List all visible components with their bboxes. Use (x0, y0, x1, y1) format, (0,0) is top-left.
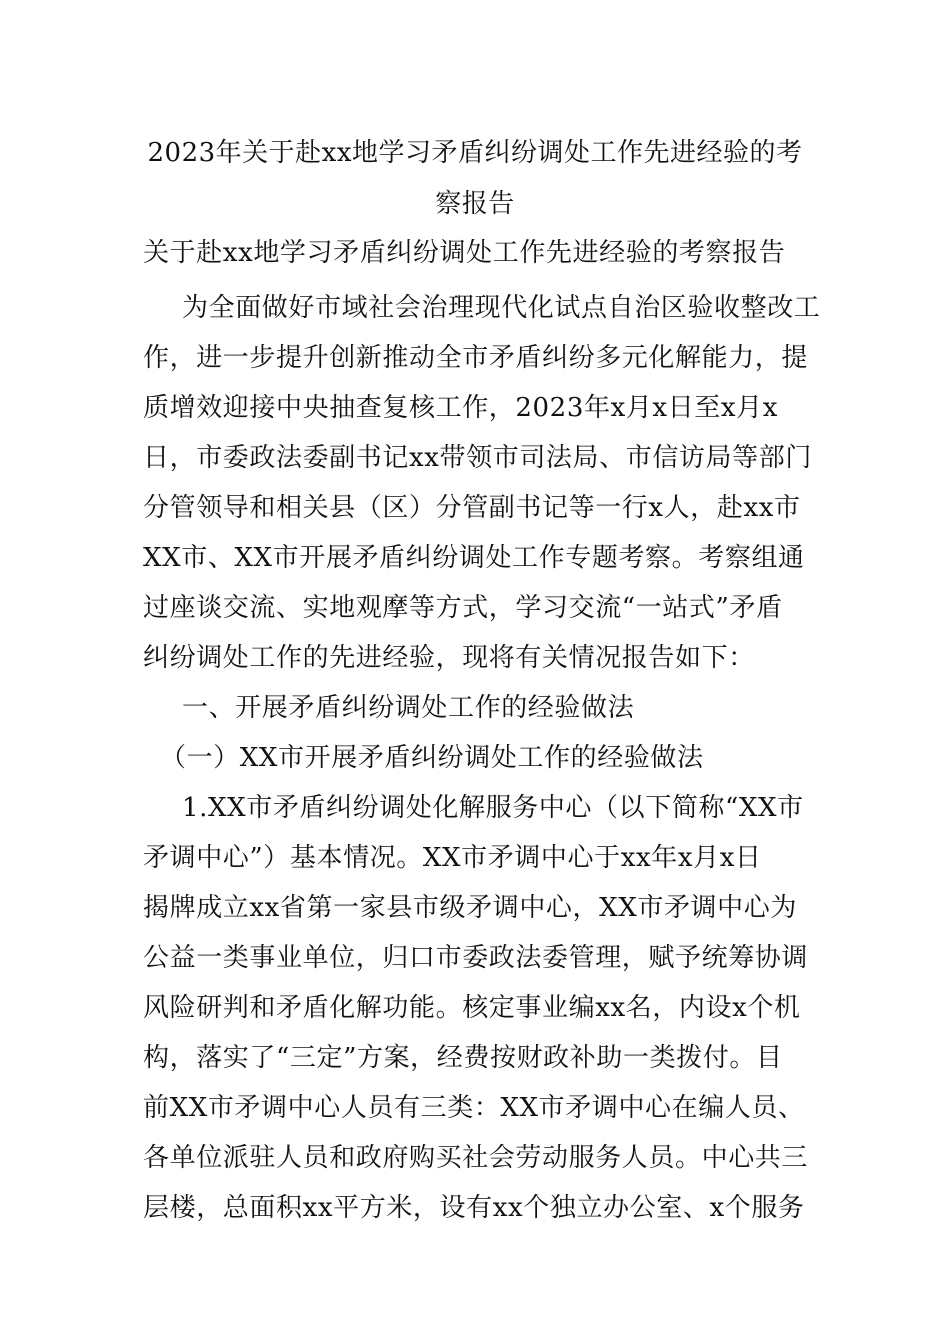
section-heading: 一、开展矛盾纠纷调处工作的经验做法 (182, 693, 635, 723)
paragraph-line: 1.XX市矛盾纠纷调处化解服务中心（以下简称“XX市 (182, 793, 804, 823)
paragraph-line: 纠纷调处工作的先进经验，现将有关情况报告如下： (143, 643, 755, 673)
paragraph-line: 为全面做好市域社会治理现代化试点自治区验收整改工 (182, 293, 821, 323)
document-title-line-2: 察报告 (435, 189, 515, 219)
paragraph-line: 各单位派驻人员和政府购买社会劳动服务人员。中心共三 (143, 1143, 809, 1173)
document-title-line-1: 2023年关于赴xx地学习矛盾纠纷调处工作先进经验的考 (147, 138, 803, 168)
paragraph-line: 构，落实了“三定”方案，经费按财政补助一类拨付。目 (143, 1043, 783, 1073)
paragraph-line: 作，进一步提升创新推动全市矛盾纠纷多元化解能力，提 (143, 343, 809, 373)
paragraph-line: 层楼，总面积xx平方米，设有xx个独立办公室、x个服务 (143, 1193, 805, 1223)
paragraph-line: 过座谈交流、实地观摩等方式，学习交流“一站式”矛盾 (143, 593, 783, 623)
paragraph-line: 矛调中心”）基本情况。XX市矛调中心于xx年x月x日 (143, 843, 762, 873)
paragraph-line: 日，市委政法委副书记xx带领市司法局、市信访局等部门 (143, 443, 812, 473)
paragraph-line: 揭牌成立xx省第一家县市级矛调中心，XX市矛调中心为 (143, 893, 797, 923)
paragraph-line: 质增效迎接中央抽查复核工作，2023年x月x日至x月x (143, 393, 779, 423)
paragraph-line: 公益一类事业单位，归口市委政法委管理，赋予统筹协调 (143, 943, 809, 973)
paragraph-line: 风险研判和矛盾化解功能。核定事业编xx名，内设x个机 (143, 993, 801, 1023)
paragraph-line: XX市、XX市开展矛盾纠纷调处工作专题考察。考察组通 (143, 543, 805, 573)
paragraph-line: 前XX市矛调中心人员有三类：XX市矛调中心在编人员、 (143, 1093, 805, 1123)
paragraph-line: 分管领导和相关县（区）分管副书记等一行x人，赴xx市 (143, 493, 801, 523)
subtitle-line: 关于赴xx地学习矛盾纠纷调处工作先进经验的考察报告 (143, 238, 786, 268)
subsection-heading: （一）XX市开展矛盾纠纷调处工作的经验做法 (160, 743, 704, 773)
